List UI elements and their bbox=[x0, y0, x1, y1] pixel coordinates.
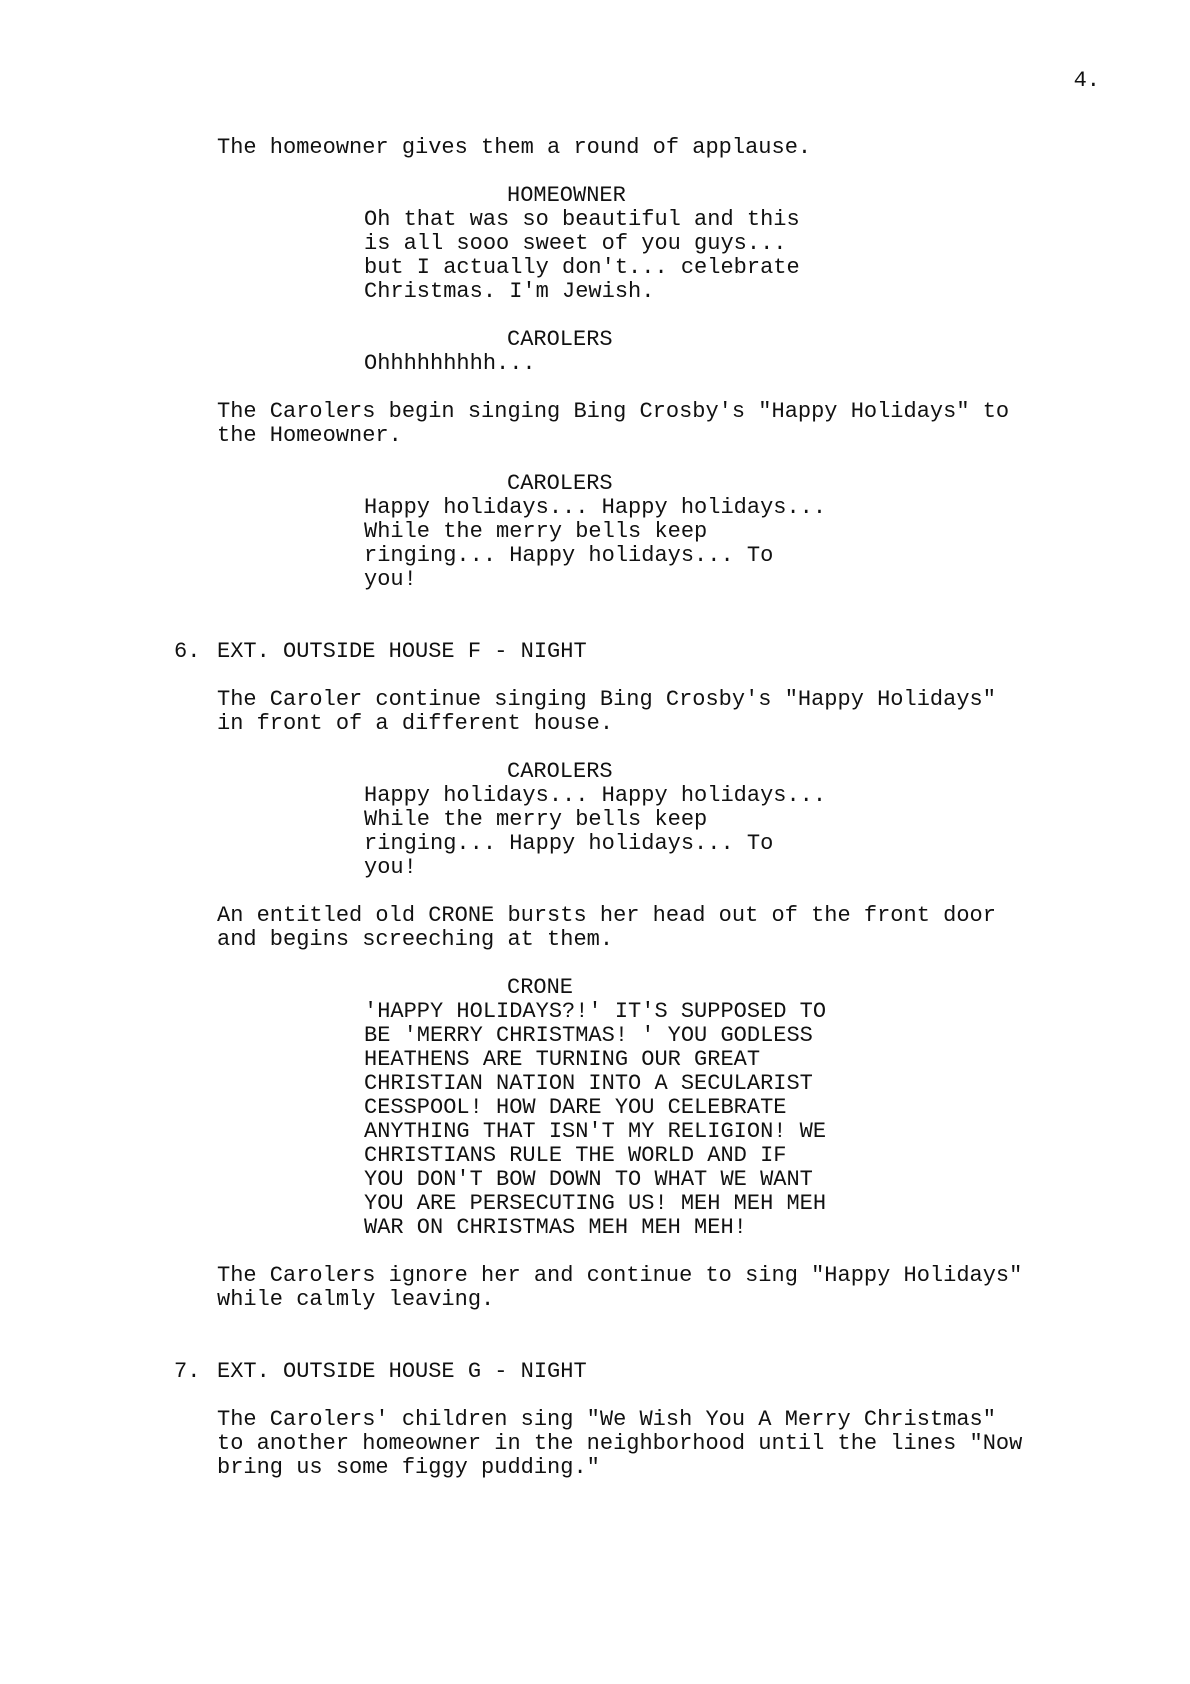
action-line: bring us some figgy pudding." bbox=[217, 1455, 600, 1480]
dialogue-line: YOU ARE PERSECUTING US! MEH MEH MEH bbox=[364, 1191, 827, 1216]
dialogue-line: CESSPOOL! HOW DARE YOU CELEBRATE bbox=[364, 1095, 787, 1120]
action-line: The homeowner gives them a round of applause. bbox=[217, 135, 812, 160]
dialogue-line: you! bbox=[364, 567, 417, 592]
action-line: while calmly leaving. bbox=[217, 1287, 495, 1312]
dialogue-line: YOU DON'T BOW DOWN TO WHAT WE WANT bbox=[364, 1167, 813, 1192]
dialogue-line: CHRISTIAN NATION INTO A SECULARIST bbox=[364, 1071, 813, 1096]
character-name: CRONE bbox=[507, 975, 574, 1000]
scene-number: 6. bbox=[174, 639, 201, 664]
dialogue-line: Oh that was so beautiful and this bbox=[364, 207, 800, 232]
dialogue-line: ringing... Happy holidays... To bbox=[364, 831, 774, 856]
dialogue-line: ANYTHING THAT ISN'T MY RELIGION! WE bbox=[364, 1119, 827, 1144]
action-line: The Caroler continue singing Bing Crosby's "Happy Holidays" bbox=[217, 687, 996, 712]
scene-heading: EXT. OUTSIDE HOUSE G - NIGHT bbox=[217, 1359, 587, 1384]
action-line: in front of a different house. bbox=[217, 711, 614, 736]
action-line: The Carolers begin singing Bing Crosby's "Happy Holidays" to bbox=[217, 399, 1010, 424]
dialogue-line: While the merry bells keep bbox=[364, 807, 708, 832]
dialogue-line: CHRISTIANS RULE THE WORLD AND IF bbox=[364, 1143, 787, 1168]
action-line: The Carolers ignore her and continue to sing "Happy Holidays" bbox=[217, 1263, 1023, 1288]
dialogue-line: Christmas. I'm Jewish. bbox=[364, 279, 655, 304]
dialogue-line: Ohhhhhhhhh... bbox=[364, 351, 536, 376]
dialogue-line: Happy holidays... Happy holidays... bbox=[364, 783, 827, 808]
dialogue-line: is all sooo sweet of you guys... bbox=[364, 231, 787, 256]
dialogue-line: WAR ON CHRISTMAS MEH MEH MEH! bbox=[364, 1215, 747, 1240]
scene-number: 7. bbox=[174, 1359, 201, 1384]
character-name: CAROLERS bbox=[507, 759, 613, 784]
dialogue-line: but I actually don't... celebrate bbox=[364, 255, 800, 280]
dialogue-line: BE 'MERRY CHRISTMAS! ' YOU GODLESS bbox=[364, 1023, 813, 1048]
dialogue-line: you! bbox=[364, 855, 417, 880]
action-line: and begins screeching at them. bbox=[217, 927, 614, 952]
dialogue-line: ringing... Happy holidays... To bbox=[364, 543, 774, 568]
action-line: An entitled old CRONE bursts her head out of the front door bbox=[217, 903, 996, 928]
page-number: 4. bbox=[1073, 68, 1100, 93]
scene-heading: EXT. OUTSIDE HOUSE F - NIGHT bbox=[217, 639, 587, 664]
character-name: CAROLERS bbox=[507, 327, 613, 352]
character-name: HOMEOWNER bbox=[507, 183, 626, 208]
action-line: to another homeowner in the neighborhood until the lines "Now bbox=[217, 1431, 1023, 1456]
action-line: The Carolers' children sing "We Wish You A Merry Christmas" bbox=[217, 1407, 996, 1432]
character-name: CAROLERS bbox=[507, 471, 613, 496]
dialogue-line: While the merry bells keep bbox=[364, 519, 708, 544]
action-line: the Homeowner. bbox=[217, 423, 402, 448]
dialogue-line: Happy holidays... Happy holidays... bbox=[364, 495, 827, 520]
dialogue-line: HEATHENS ARE TURNING OUR GREAT bbox=[364, 1047, 761, 1072]
dialogue-line: 'HAPPY HOLIDAYS?!' IT'S SUPPOSED TO bbox=[364, 999, 827, 1024]
